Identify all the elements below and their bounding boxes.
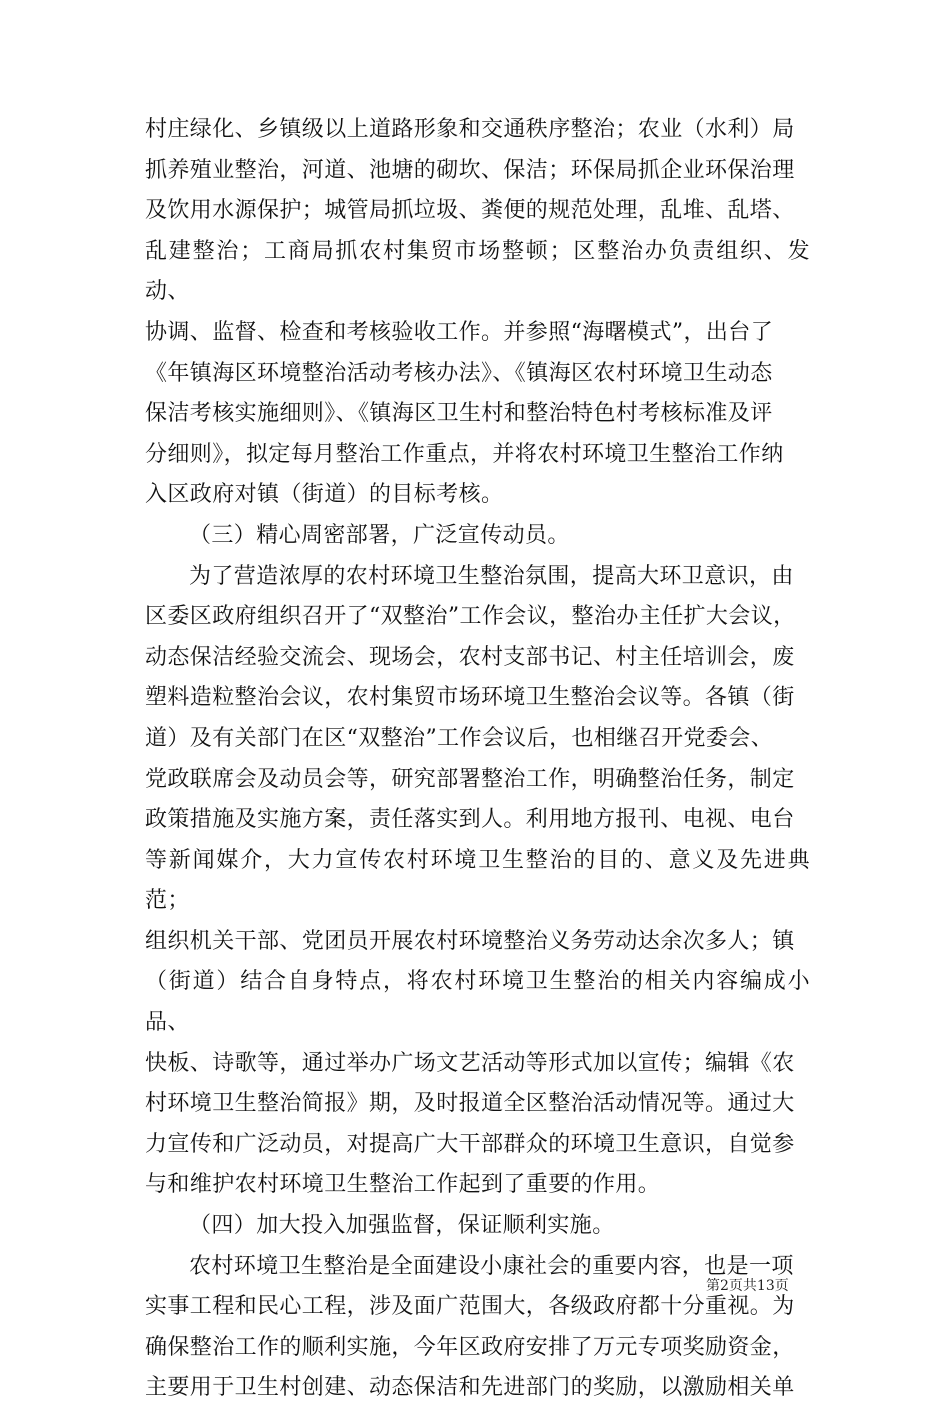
text-line: 主要用于卫生村创建、动态保洁和先进部门的奖励，以激励相关单 bbox=[145, 1375, 795, 1401]
text-line: 保洁考核实施细则》、《镇海区卫生村和整治特色村考核标准及评 bbox=[145, 401, 773, 427]
text-line: 等新闻媒介，大力宣传农村环境卫生整治的目的、意义及先进典范； bbox=[145, 847, 810, 914]
heading-text: （三）精心周密部署，广泛宣传动员。 bbox=[189, 522, 570, 548]
paragraph-1 bbox=[145, 110, 810, 516]
heading-text: （四）加大投入加强监督，保证顺利实施。 bbox=[189, 1213, 615, 1239]
document-body bbox=[145, 110, 810, 1409]
text-line: 为了营造浓厚的农村环境卫生整治氛围，提高大环卫意识，由 bbox=[189, 563, 794, 589]
text-line: 道）及有关部门在区“双整治”工作会议后，也相继召开党委会、 bbox=[145, 725, 774, 751]
paragraph-2 bbox=[145, 557, 810, 1207]
text-line: 分细则》，拟定每月整治工作重点，并将农村环境卫生整治工作纳 bbox=[145, 441, 784, 467]
text-line: 乱建整治；工商局抓农村集贸市场整顿；区整治办负责组织、发动、 bbox=[145, 238, 810, 305]
text-line: 组织机关干部、党团员开展农村环境整治义务劳动达余次多人；镇 bbox=[145, 928, 795, 954]
text-line: 入区政府对镇（街道）的目标考核。 bbox=[145, 482, 504, 508]
text-line: 快板、诗歌等，通过举办广场文艺活动等形式加以宣传；编辑《农 bbox=[145, 1050, 795, 1076]
section-heading-4 bbox=[145, 1206, 810, 1247]
text-line: 及饮用水源保护；城管局抓垃圾、粪便的规范处理，乱堆、乱塔、 bbox=[145, 198, 795, 224]
text-line: 区委区政府组织召开了“双整治”工作会议，整治办主任扩大会议， bbox=[145, 604, 796, 630]
paragraph-3 bbox=[145, 1247, 810, 1409]
text-line: 塑料造粒整治会议，农村集贸市场环境卫生整治会议等。各镇（街 bbox=[145, 685, 795, 711]
text-line: （街道）结合自身特点，将农村环境卫生整治的相关内容编成小品、 bbox=[145, 969, 810, 1036]
text-line: 与和维护农村环境卫生整治工作起到了重要的作用。 bbox=[145, 1172, 661, 1198]
text-line: 力宣传和广泛动员，对提高广大干部群众的环境卫生意识，自觉参 bbox=[145, 1131, 795, 1157]
text-line: 协调、监督、检查和考核验收工作。并参照“海曙模式”，出台了 bbox=[145, 319, 774, 345]
text-line: 村庄绿化、乡镇级以上道路形象和交通秩序整治；农业（水利）局 bbox=[145, 117, 795, 142]
text-line: 《年镇海区环境整治活动考核办法》、《镇海区农村环境卫生动态 bbox=[145, 360, 773, 386]
text-line: 政策措施及实施方案，责任落实到人。利用地方报刊、电视、电台 bbox=[145, 807, 795, 833]
text-line: 抓养殖业整治，河道、池塘的砌坎、保洁；环保局抓企业环保治理 bbox=[145, 157, 795, 183]
page-number-footer: 第2页共13页 bbox=[706, 1278, 789, 1294]
text-line: 确保整治工作的顺利实施，今年区政府安排了万元专项奖励资金， bbox=[145, 1334, 795, 1360]
text-line: 村环境卫生整治简报》期，及时报道全区整治活动情况等。通过大 bbox=[145, 1091, 795, 1117]
text-line: 农村环境卫生整治是全面建设小康社会的重要内容，也是一项 bbox=[189, 1253, 794, 1279]
text-line: 动态保洁经验交流会、现场会，农村支部书记、村主任培训会，废 bbox=[145, 644, 795, 670]
text-line: 实事工程和民心工程，涉及面广范围大，各级政府都十分重视。为 bbox=[145, 1294, 795, 1320]
section-heading-3 bbox=[145, 516, 810, 557]
text-line: 党政联席会及动员会等，研究部署整治工作，明确整治任务，制定 bbox=[145, 766, 795, 792]
